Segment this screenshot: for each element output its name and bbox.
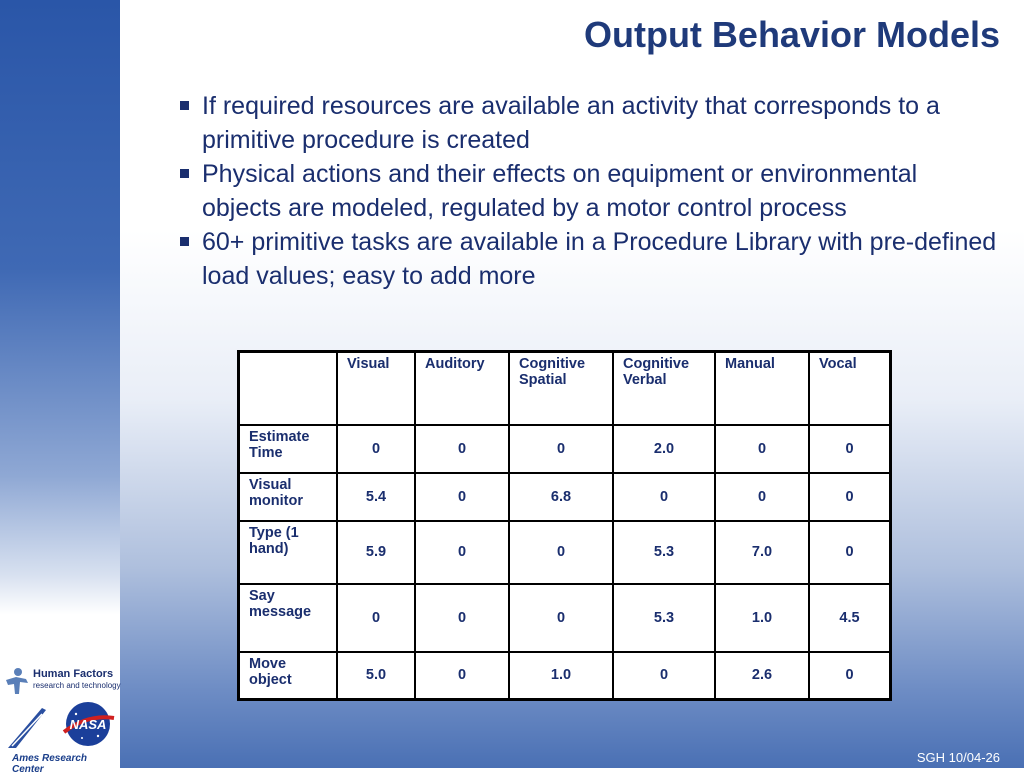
table-row xyxy=(239,473,891,521)
table-cell: 1.0 xyxy=(715,584,809,652)
header-cell-visual: Visual xyxy=(337,352,415,425)
table-cell: 0 xyxy=(415,425,509,473)
table-cell: 0 xyxy=(337,584,415,652)
nasa-ames-logo xyxy=(2,700,120,775)
table-cell: 0 xyxy=(715,473,809,521)
table-cell: 2.6 xyxy=(715,652,809,700)
header-cell-cognitive-verbal: Cognitive Verbal xyxy=(613,352,715,425)
table-cell: 0 xyxy=(809,652,891,700)
header-cell-auditory: Auditory xyxy=(415,352,509,425)
bullet-item xyxy=(178,157,998,225)
footer-slide-id: SGH 10/04-26 xyxy=(916,750,1000,765)
table-row xyxy=(239,521,891,584)
header-cell-vocal: Vocal xyxy=(809,352,891,425)
ames-label: Ames Research Center xyxy=(12,753,88,775)
human-factors-title: Human Factors xyxy=(33,668,114,680)
square-bullet-icon xyxy=(180,169,189,178)
load-values-table xyxy=(237,350,892,701)
table-cell: 5.3 xyxy=(613,521,715,584)
table-cell: 0 xyxy=(415,584,509,652)
header-cell-manual: Manual xyxy=(715,352,809,425)
table-cell: 0 xyxy=(509,584,613,652)
row-label: Estimate Time xyxy=(239,425,338,473)
table-cell: 5.4 xyxy=(337,473,415,521)
human-figure-icon xyxy=(2,666,32,696)
bullet-item xyxy=(178,225,998,293)
square-bullet-icon xyxy=(180,101,189,110)
sidebar-gradient xyxy=(0,0,120,768)
row-label: Move object xyxy=(239,652,338,700)
table-cell: 1.0 xyxy=(509,652,613,700)
row-label: Visual monitor xyxy=(239,473,338,521)
bullet-text: If required resources are available an activity that corresponds to a primitive procedure is created xyxy=(202,92,940,154)
table-header-row xyxy=(239,352,891,425)
nasa-wordmark: NASA xyxy=(69,717,107,732)
table-cell: 0 xyxy=(337,425,415,473)
table-cell: 6.8 xyxy=(509,473,613,521)
table-cell: 5.3 xyxy=(613,584,715,652)
table-cell: 0 xyxy=(809,521,891,584)
table-cell: 0 xyxy=(809,473,891,521)
table-cell: 5.9 xyxy=(337,521,415,584)
bullet-list xyxy=(178,89,998,293)
bullet-text: Physical actions and their effects on equipment or environmental objects are modeled, regulated by a motor control process xyxy=(202,160,918,222)
slide-title: Output Behavior Models xyxy=(583,14,1000,55)
table-cell: 5.0 xyxy=(337,652,415,700)
table-row xyxy=(239,584,891,652)
header-cell-cognitive-spatial: Cognitive Spatial xyxy=(509,352,613,425)
header-cell-empty xyxy=(239,352,338,425)
table-cell: 0 xyxy=(613,652,715,700)
table-cell: 2.0 xyxy=(613,425,715,473)
table-row xyxy=(239,425,891,473)
table-cell: 0 xyxy=(509,425,613,473)
table-cell: 0 xyxy=(809,425,891,473)
bullet-item xyxy=(178,89,998,157)
table-cell: 0 xyxy=(613,473,715,521)
table-cell: 0 xyxy=(509,521,613,584)
row-label: Type (1 hand) xyxy=(239,521,338,584)
table-cell: 0 xyxy=(415,473,509,521)
nasa-meatball-icon xyxy=(2,700,120,752)
human-factors-logo xyxy=(2,664,120,698)
table-cell: 0 xyxy=(415,652,509,700)
table-cell: 7.0 xyxy=(715,521,809,584)
table-cell: 0 xyxy=(415,521,509,584)
square-bullet-icon xyxy=(180,237,189,246)
human-factors-subtitle: research and technology xyxy=(33,681,121,690)
bullet-text: 60+ primitive tasks are available in a Procedure Library with pre-defined load values; easy to add more xyxy=(202,228,997,290)
row-label: Say message xyxy=(239,584,338,652)
table-cell: 4.5 xyxy=(809,584,891,652)
table-row xyxy=(239,652,891,700)
table-cell: 0 xyxy=(715,425,809,473)
